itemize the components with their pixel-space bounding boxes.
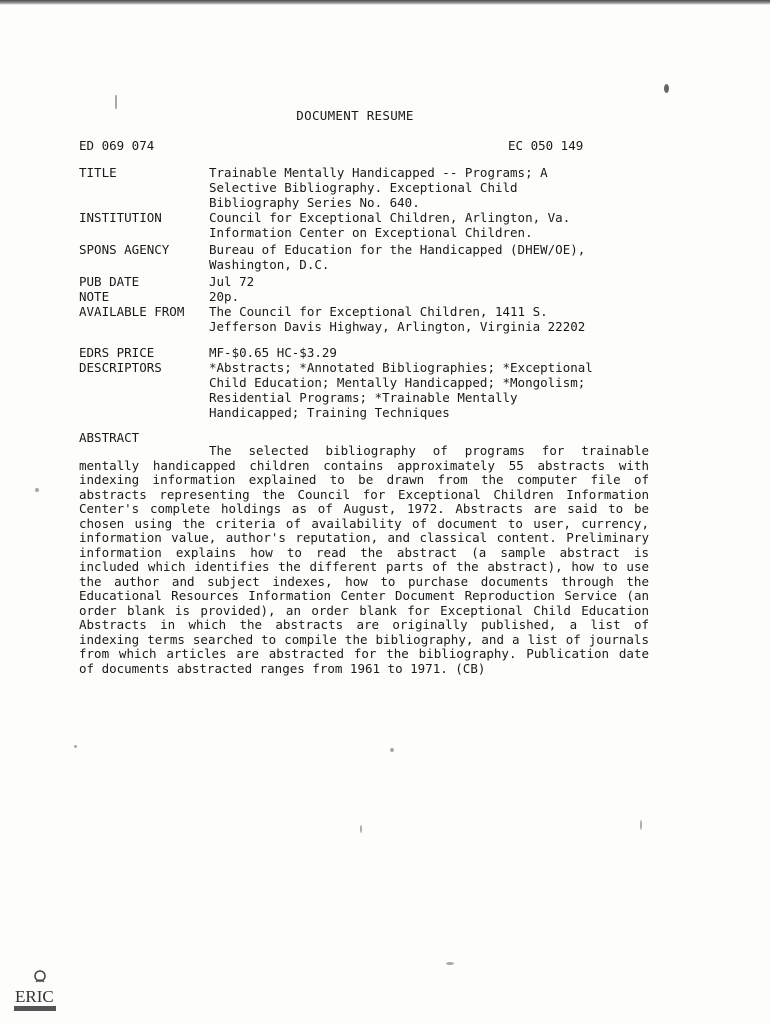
scan-speck (446, 962, 454, 965)
scan-speck (35, 488, 39, 492)
field-label: NOTE (79, 289, 110, 304)
field-value: Trainable Mentally Handicapped -- Programs; A Selective Bibliography. Exceptional Child Bibliography Series No. 640. (209, 165, 548, 210)
field-value: Council for Exceptional Children, Arlington, Va. Information Center on Exceptional Children. (209, 210, 571, 240)
field-descriptors (79, 360, 679, 420)
field-label: EDRS PRICE (79, 345, 155, 360)
logo-text: ERIC (15, 987, 54, 1006)
field-spons-agency (79, 242, 679, 272)
scan-speck (115, 95, 117, 109)
scan-speck (640, 820, 642, 830)
document-title: DOCUMENT RESUME (296, 108, 414, 123)
field-label: TITLE (79, 165, 117, 180)
abstract-label: ABSTRACT (79, 430, 140, 445)
ed-number: ED 069 074 (79, 138, 155, 153)
field-label: INSTITUTION (79, 210, 162, 225)
field-institution (79, 210, 679, 240)
field-pub-date (79, 274, 679, 289)
field-value: 20p. (209, 289, 240, 304)
scan-speck (74, 745, 77, 748)
field-label: PUB DATE (79, 274, 140, 289)
ec-number: EC 050 149 (508, 138, 584, 153)
field-note (79, 289, 679, 304)
field-value: Bureau of Education for the Handicapped (DHEW/OE), Washington, D.C. (209, 242, 586, 272)
metadata-fields (79, 165, 679, 420)
eric-logo-icon (12, 968, 60, 1014)
field-value: *Abstracts; *Annotated Bibliographies; *Exceptional Child Education; Mentally Handicapped; *Mongolism; Residential Programs; *Trainable Mentally Handicapped; Training Techniques (209, 360, 593, 420)
field-value: Jul 72 (209, 274, 255, 289)
field-value: MF-$0.65 HC-$3.29 (209, 345, 337, 360)
scan-speck (390, 748, 394, 752)
field-title (79, 165, 679, 210)
field-label: DESCRIPTORS (79, 360, 162, 375)
scan-edge (0, 0, 770, 5)
field-value: The Council for Exceptional Children, 1411 S. Jefferson Davis Highway, Arlington, Virginia 22202 (209, 304, 586, 334)
field-label: AVAILABLE FROM (79, 304, 185, 319)
field-label: SPONS AGENCY (79, 242, 170, 257)
scan-speck (360, 825, 362, 833)
scan-speck (664, 84, 669, 93)
field-available-from (79, 304, 679, 334)
field-edrs-price (79, 345, 679, 360)
abstract-text: The selected bibliography of programs for trainable mentally handicapped children contains approximately 55 abstracts with indexing information explained to be drawn from the computer file of abstracts representing the Council for Exceptional Children Information Center's complete holdings as of August, 1972. Abstracts are said to be chosen using the criteria of availability of document to user, currency, information value, author's reputation, and classical content. Preliminary information explains how to read the abstract (a sample abstract is included which identifies the different parts of the abstract), how to use the author and subject indexes, how to purchase documents through the Educational Resources Information Center Document Reproduction Service (an order blank is provided), an order blank for Exceptional Child Education Abstracts in which the abstracts are originally published, a list of indexing terms searched to compile the bibliography, and a list of journals from which articles are abstracted for the bibliography. Publication date of documents abstracted ranges from 1961 to 1971. (CB) (79, 443, 649, 676)
